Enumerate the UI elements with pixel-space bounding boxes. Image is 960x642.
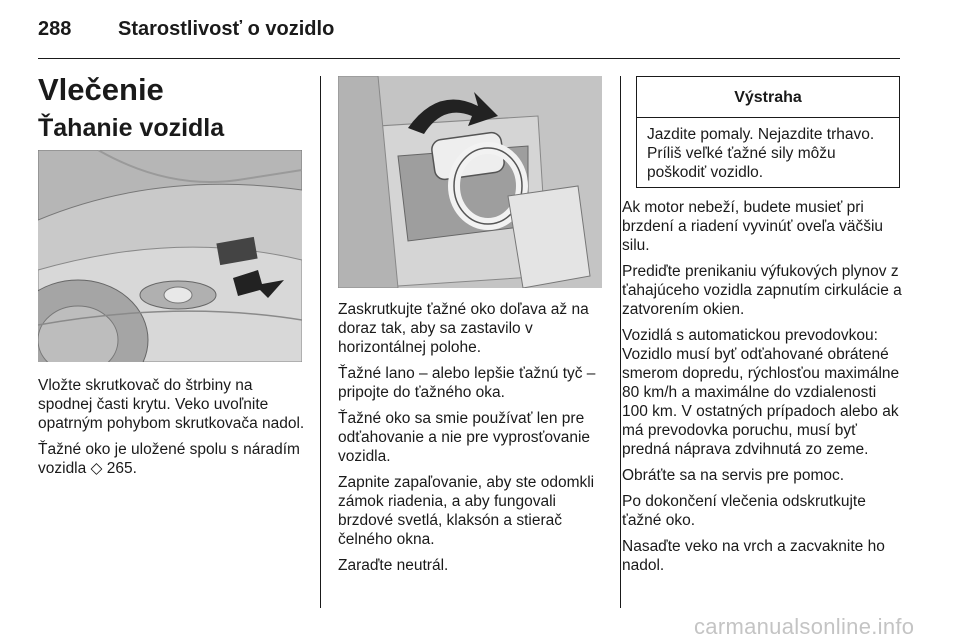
page-header xyxy=(38,18,900,59)
chapter-title: Starostlivosť o vozidlo xyxy=(118,18,335,40)
towing-eye-drawing xyxy=(338,76,602,288)
paragraph: Ak motor nebeží, budete musieť pri brzdení a riadení vyvinúť oveľa väčšiu silu. xyxy=(622,199,884,254)
paragraph: Ťažné oko sa smie používať len pre odťahovanie a nie pre vyprosťovanie vozidla. xyxy=(338,410,591,465)
warning-box xyxy=(636,76,900,188)
paragraph: Ťažné oko je uložené spolu s náradím vozidla ◇ 265. xyxy=(38,441,300,477)
paragraph: Vložte skrutkovač do štrbiny na spodnej časti krytu. Veko uvoľnite opatrným pohybom skrutkovača nadol. xyxy=(38,377,305,432)
bumper-drawing xyxy=(38,150,302,362)
paragraph: Prediďte prenikaniu výfukových plynov z ťahajúceho vozidla zapnutím cirkulácie a zatvorením okien. xyxy=(622,263,902,318)
car-front-bumper-illustration xyxy=(38,150,302,362)
watermark: carmanualsonline.info xyxy=(694,614,915,639)
column-2-text xyxy=(338,300,610,582)
paragraph: Po dokončení vlečenia odskrutkujte ťažné oko. xyxy=(622,493,866,529)
paragraph: Zaraďte neutrál. xyxy=(338,557,449,574)
paragraph: Nasaďte veko na vrch a zacvaknite ho nadol. xyxy=(622,538,885,574)
page-number: 288 xyxy=(38,18,72,40)
paragraph: Obráťte sa na servis pre pomoc. xyxy=(622,467,845,484)
paragraph: Ťažné lano – alebo lepšie ťažnú tyč – pripojte do ťažného oka. xyxy=(338,365,596,401)
paragraph: Zapnite zapaľovanie, aby ste odomkli zámok riadenia, a aby fungovali brzdové svetlá, klaksón a stierač čelného okna. xyxy=(338,474,595,548)
towing-eye-illustration xyxy=(338,76,602,288)
warning-text: Jazdite pomaly. Nejazdite trhavo. Príliš veľké ťažné sily môžu poškodiť vozidlo. xyxy=(647,126,875,181)
warning-title: Výstraha xyxy=(637,77,899,118)
section-heading: Vlečenie xyxy=(38,72,164,107)
column-divider xyxy=(320,76,321,608)
column-divider xyxy=(620,76,621,608)
paragraph: Zaskrutkujte ťažné oko doľava až na doraz tak, aby sa zastavilo v horizontálnej polohe. xyxy=(338,301,589,356)
section-subheading: Ťahanie vozidla xyxy=(38,114,225,142)
column-3-text xyxy=(622,198,904,582)
paragraph: Vozidlá s automatickou prevodovkou: Vozidlo musí byť odťahované obrátené smerom dopredu, rýchlosťou maximálne 80 km/h a maximálne do vzdialenosti 100 km. V ostatných prípadoch alebo ak má prevodovka poruchu, musí byť predná náprava zdvihnutá zo zeme. xyxy=(622,327,900,458)
column-1-text xyxy=(38,376,310,485)
